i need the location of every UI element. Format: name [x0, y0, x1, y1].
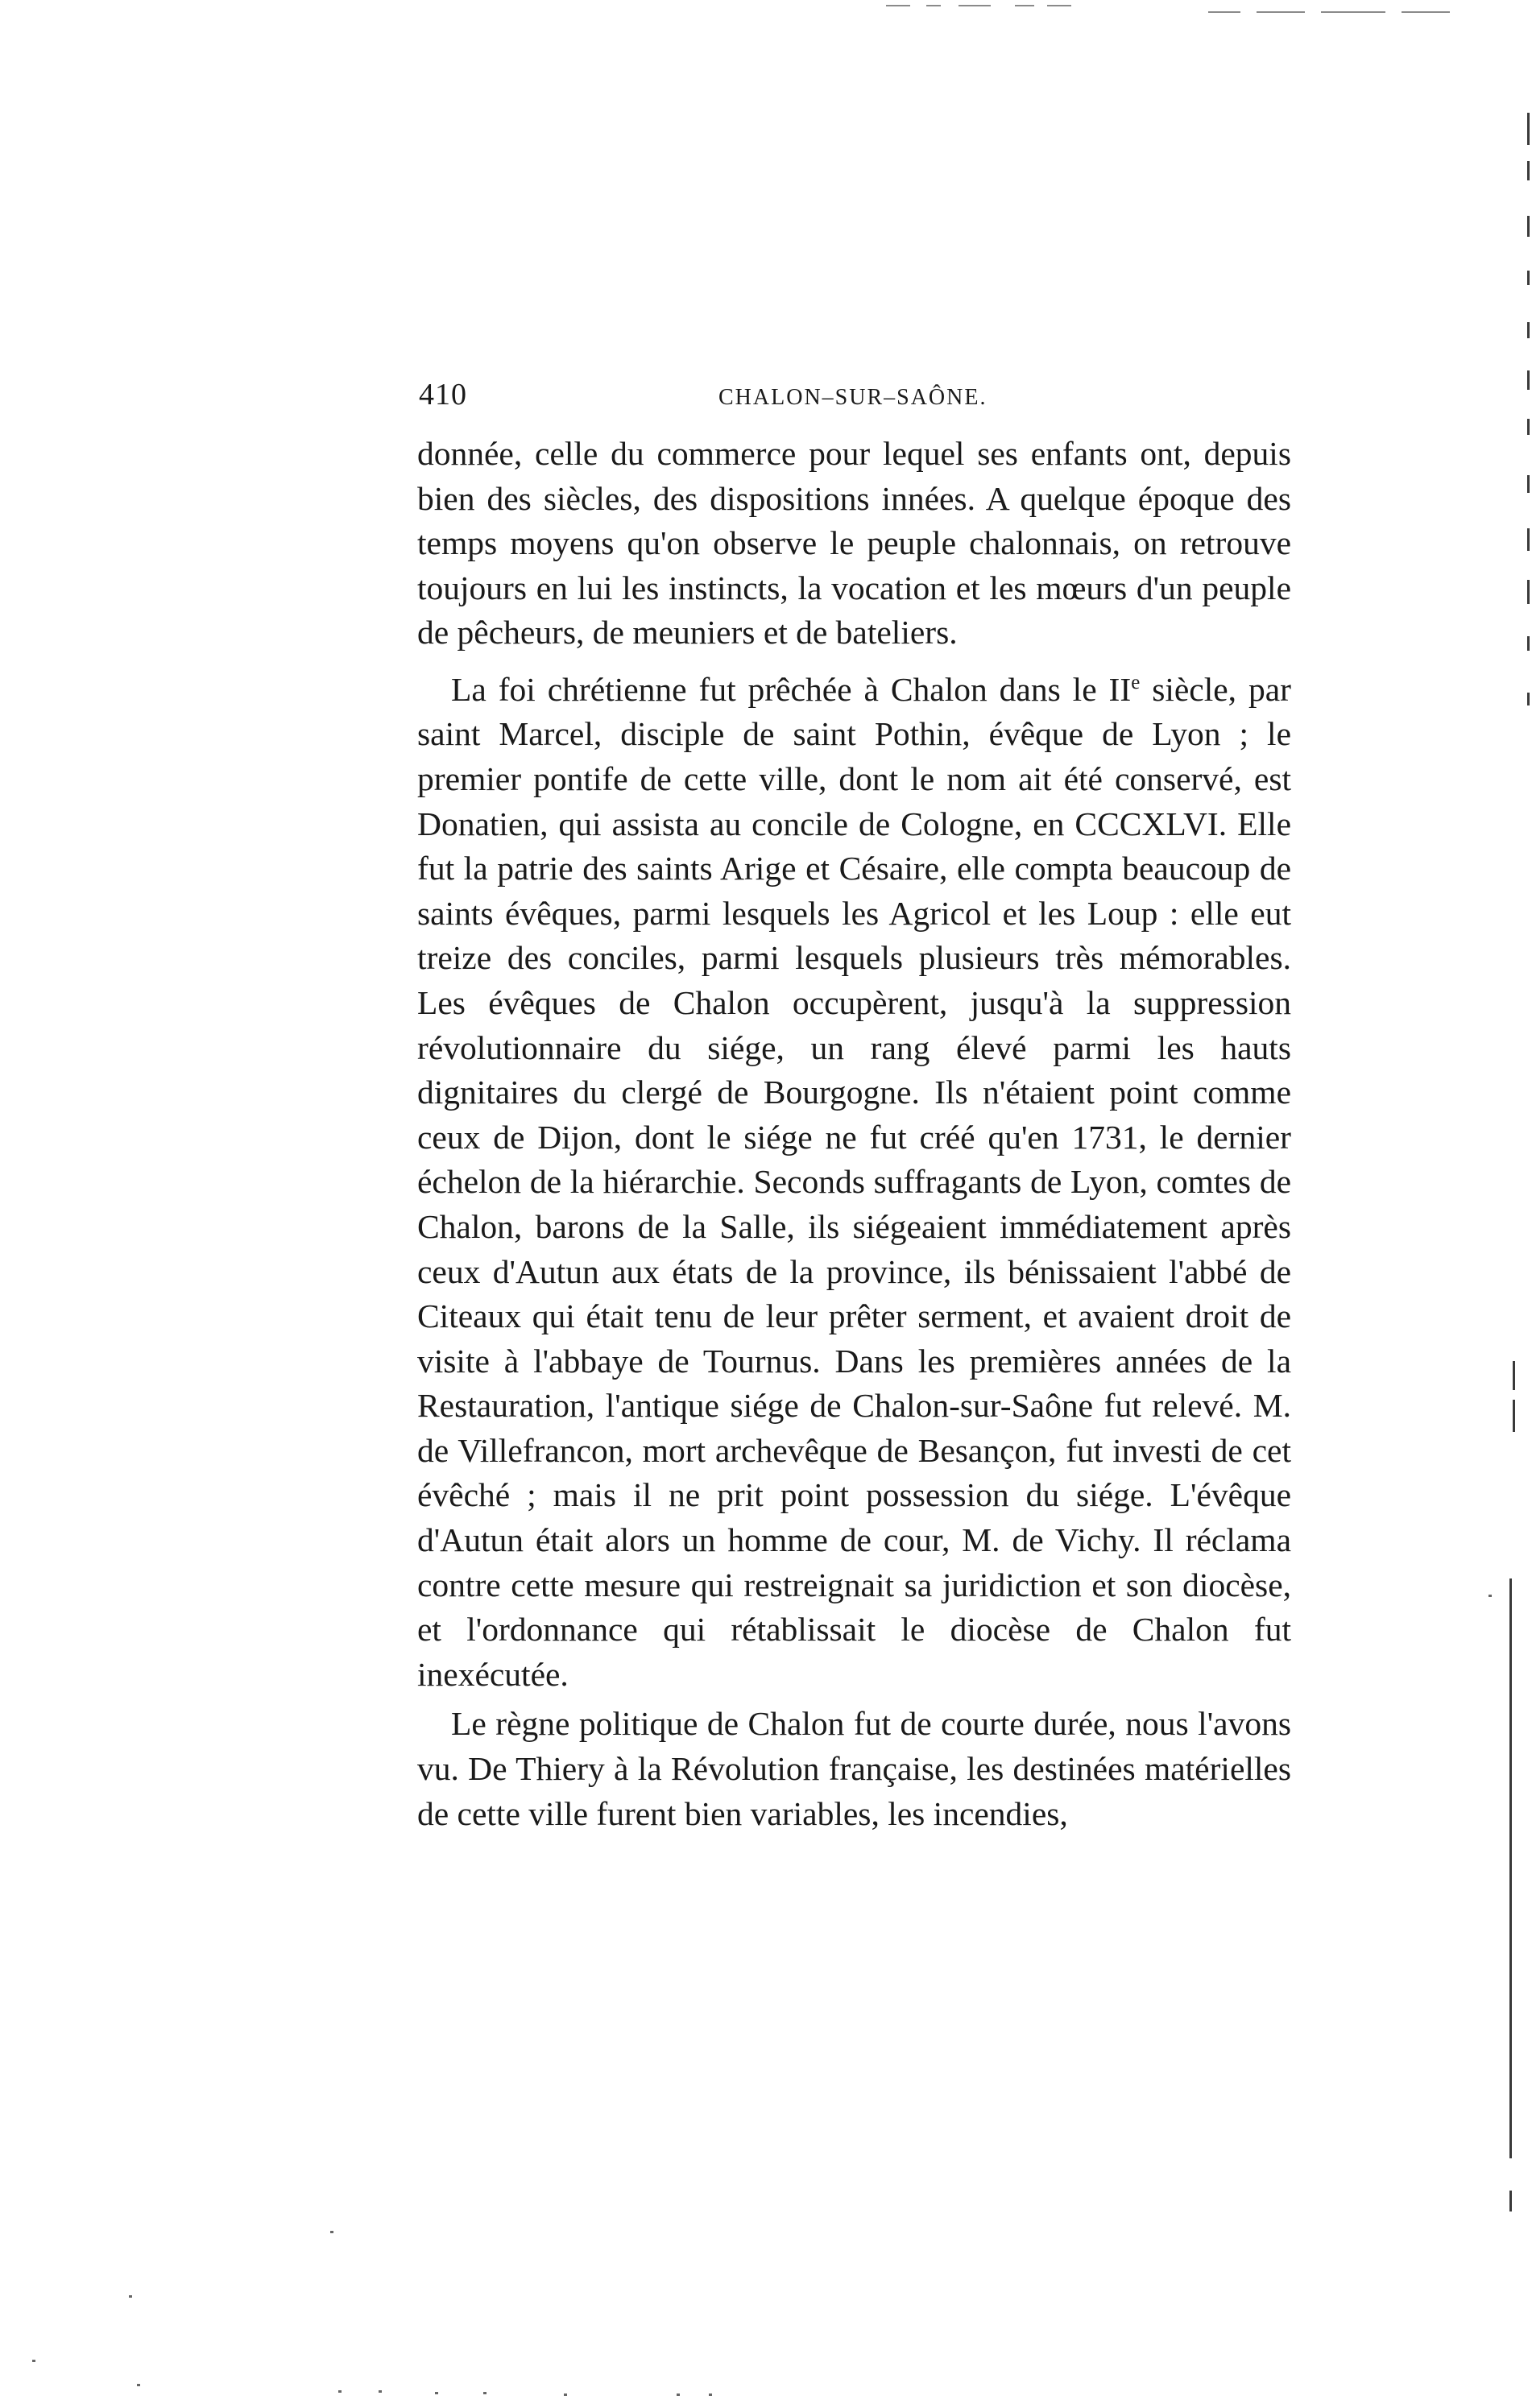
- paragraph: [417, 660, 1291, 1697]
- scan-artifact: [32, 2360, 35, 2362]
- scan-artifact: [1527, 370, 1530, 390]
- scan-artifact: [483, 2392, 487, 2394]
- scan-artifact: [1527, 113, 1530, 145]
- scan-artifact: [1527, 580, 1530, 604]
- scan-artifact: [1257, 11, 1305, 13]
- scan-artifact: [1208, 11, 1240, 13]
- page-header: [419, 377, 1313, 425]
- scan-artifact: [137, 2384, 140, 2386]
- scan-artifact: [1402, 11, 1450, 13]
- scan-artifact: [1527, 271, 1530, 285]
- scan-artifact: [1509, 1578, 1512, 2158]
- scan-artifact: [435, 2392, 438, 2394]
- scan-artifact: [1509, 2191, 1512, 2211]
- scan-artifact: [564, 2394, 567, 2396]
- superscript: e: [1131, 671, 1141, 693]
- paragraph: donnée, celle du commerce pour lequel ses enfants ont, depuis bien des siècles, des dispositions innées. A quelque époque des temps moyens qu'on observe le peuple chalonnais, on retrouve toujours en lui les instincts, la vocation et les mœurs d'un peuple de pêcheurs, de meuniers et de bateliers.: [417, 435, 1291, 652]
- scan-artifact: [926, 5, 941, 6]
- scan-artifact: [1527, 161, 1530, 180]
- scan-artifact: [330, 2231, 333, 2233]
- scan-artifact: [1527, 322, 1530, 338]
- body-text: [417, 432, 1291, 1836]
- scan-artifact: [1047, 5, 1071, 6]
- scan-artifact: [1321, 11, 1385, 13]
- scan-artifact: [1527, 693, 1530, 705]
- scan-artifact: [1527, 636, 1530, 651]
- scan-artifact: [1513, 1361, 1515, 1390]
- scan-artifact: [677, 2394, 680, 2396]
- paragraph-text: La foi chrétienne fut prêchée à Chalon dans le II: [451, 670, 1132, 708]
- scan-artifact: [1015, 5, 1034, 6]
- scan-artifact: [1527, 419, 1530, 435]
- scan-artifact: [959, 5, 991, 6]
- scan-artifact: [1527, 475, 1530, 493]
- scan-artifact: [1489, 1595, 1492, 1597]
- scan-artifact: [709, 2394, 712, 2396]
- scan-artifact: [1527, 528, 1530, 551]
- scan-artifact: [338, 2390, 342, 2393]
- scan-artifact: [1527, 216, 1530, 237]
- scan-artifact: [1513, 1400, 1515, 1432]
- paragraph-text: siècle, par saint Marcel, disciple de saint Pothin, évêque de Lyon ; le premier pontife de cette ville, dont le nom ait été conservé, est Donatien, qui assista au concile de Cologne, en CCCXLVI. Elle fut la patrie des saints Arige et Césaire, elle compta beaucoup de saints évêques, parmi lesquels les Agricol et les Loup : elle eut treize des conciles, parmi lesquels plusieurs très mémorables. Les évêques de Chalon occupèrent, jusqu'à la suppression révolutionnaire du siége, un rang élevé parmi les hauts dignitaires du clergé de Bourgogne. Ils n'étaient point comme ceux de Dijon, dont le siége ne fut créé qu'en 1731, le dernier échelon de la hiérarchie. Seconds suffragants de Lyon, comtes de Chalon, barons de la Salle, ils siégeaient immédiatement après ceux d'Autun aux états de la province, ils bénissaient l'abbé de Citeaux qui était tenu de leur prêter serment, et avaient droit de visite à l'abbaye de Tournus. Dans les premières années de la Restauration, l'antique siége de Chalon-sur-Saône fut relevé. M. de Villefrancon, mort archevêque de Besançon, fut investi de cet évêché ; mais il ne prit point possession du siége. L'évêque d'Autun était alors un homme de cour, M. de Vichy. Il réclama contre cette mesure qui restreignait sa juridiction et son diocèse, et l'ordonnance qui rétablissait le diocèse de Chalon fut inexécutée.: [417, 670, 1291, 1693]
- scan-artifact: [379, 2390, 382, 2393]
- scan-artifact: [886, 5, 910, 6]
- paragraph: Le règne politique de Chalon fut de courte durée, nous l'avons vu. De Thiery à la Révolution française, les destinées matérielles de cette ville furent bien variables, les incendies,: [417, 1705, 1291, 1832]
- running-title: CHALON–SUR–SAÔNE.: [718, 385, 988, 410]
- page-number: 410: [419, 378, 467, 412]
- scan-artifact: [129, 2295, 132, 2298]
